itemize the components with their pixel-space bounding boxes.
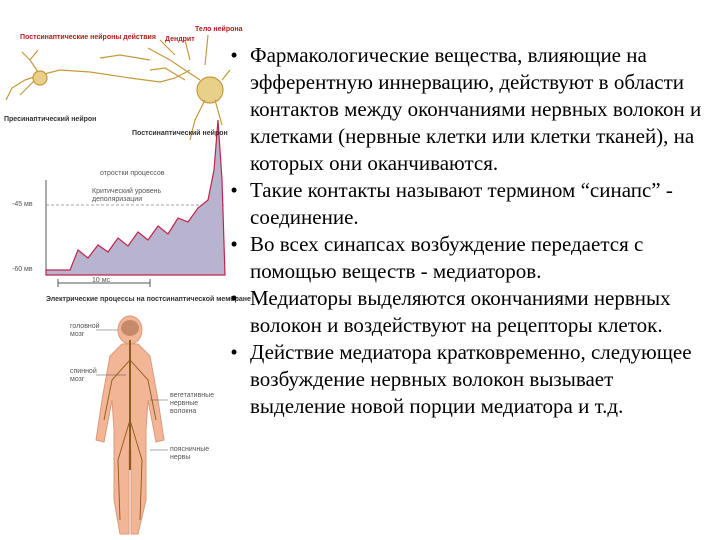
label-autonomic-nerves: вегетативные нервные волокна: [170, 392, 215, 415]
bullet-glyph: •: [230, 286, 238, 310]
body-figure: [96, 316, 168, 534]
bullet-list: [224, 42, 714, 420]
bullet-text: Фармакологические вещества, влияющие на эфферентную иннервацию, действуют в области контактов между окончаниями нервных волокон и клетками (нервные клетки или клетки тканей), на которых они оканчиваются.: [250, 43, 702, 175]
label-postsynaptic-actions: Постсинаптические нейроны действия: [20, 34, 156, 41]
bullet-item: [224, 339, 714, 420]
label-dendrite: Дендрит: [165, 36, 195, 43]
bullet-item: [224, 231, 714, 285]
label-x-scale: 10 мс: [92, 277, 111, 284]
graph-caption: Электрические процессы на постсинаптической мембране: [46, 296, 251, 303]
bullet-text: Такие контакты называют термином “синапс” - соединение.: [250, 178, 673, 229]
bullet-text: Во всех синапсах возбуждение передается с помощью веществ - медиаторов.: [250, 232, 644, 283]
label-y-top: -45 мв: [12, 201, 33, 208]
label-y-bottom: -60 мв: [12, 266, 33, 273]
label-lumbar-nerves: поясничные нервы: [170, 446, 210, 461]
label-brain: головной мозг: [70, 323, 100, 338]
bullet-glyph: •: [230, 43, 238, 67]
bullet-item: [224, 177, 714, 231]
bullet-text: Медиаторы выделяются окончаниями нервных волокон и воздействуют на рецепторы клеток.: [250, 286, 671, 337]
label-postsynaptic-neuron: Постсинаптический нейрон: [132, 130, 228, 137]
label-soma: Тело нейрона: [195, 26, 243, 33]
bullet-glyph: •: [230, 340, 238, 364]
label-processes: отростки процессов: [100, 170, 165, 177]
neuron-diagram: [6, 35, 230, 140]
bullet-item: [224, 42, 714, 177]
bullet-glyph: •: [230, 232, 238, 256]
bullet-item: [224, 285, 714, 339]
bullet-text: Действие медиатора кратковременно, следующее возбуждение нервных волокон вызывает выделение новой порции медиатора и т.д.: [250, 340, 692, 418]
bullet-glyph: •: [230, 178, 238, 202]
label-critical-level: Критический уровень деполяризации: [92, 188, 162, 203]
label-spinal-cord: спинной мозг: [70, 368, 97, 383]
label-presynaptic-neuron: Пресинаптический нейрон: [4, 116, 97, 123]
illustration-panel: [0, 0, 251, 540]
